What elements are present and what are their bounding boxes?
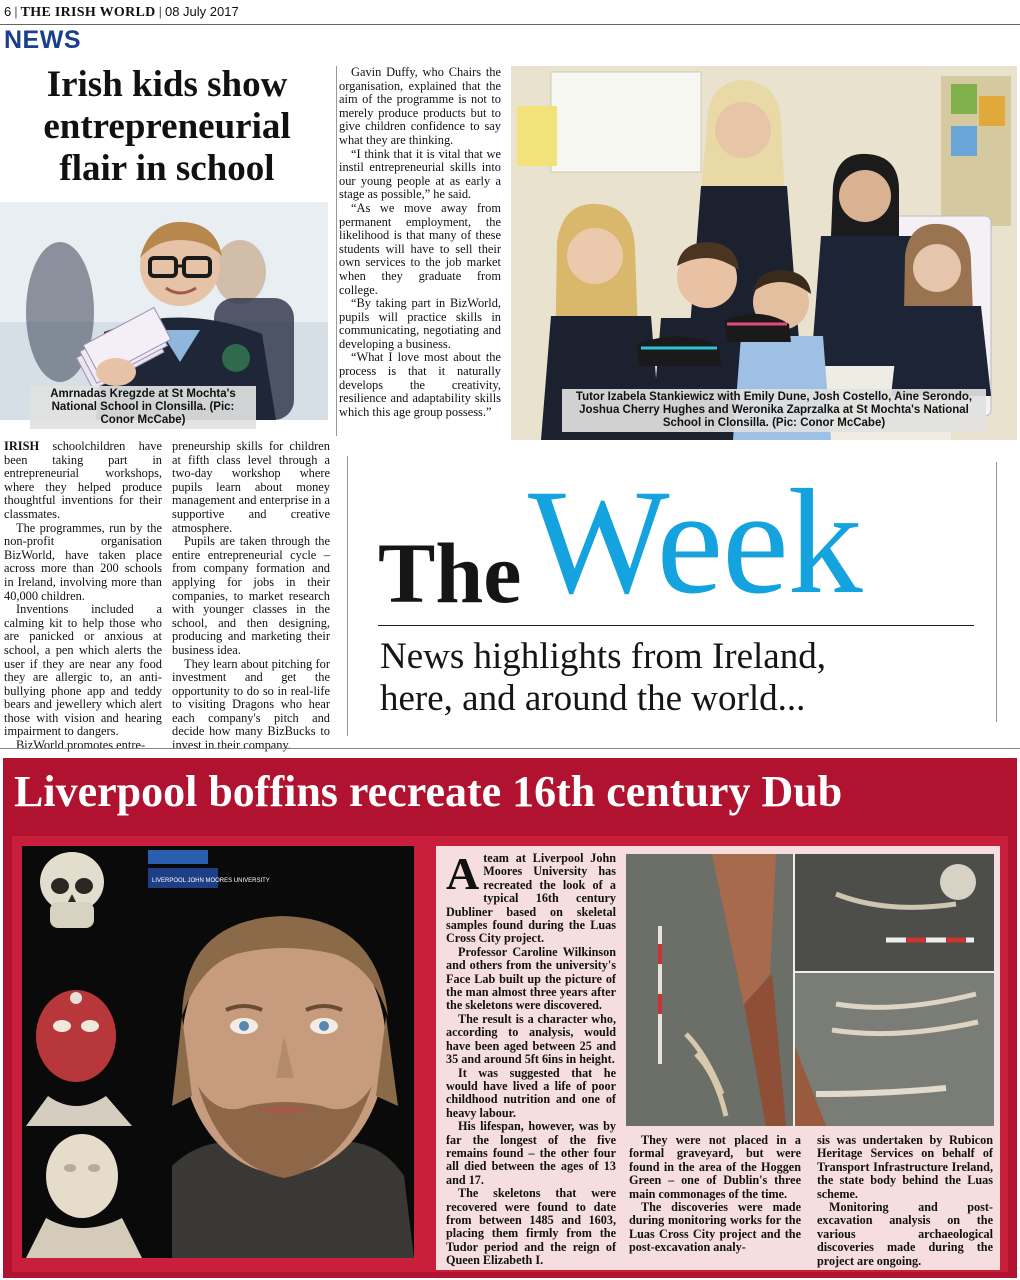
photo1-caption: Amrnadas Kregzde at St Mochta's National School in Clonsilla. (Pic: Conor McCabe) [30,386,256,429]
story2-paragraph: The discoveries were made during monitoring works for the Luas Cross City project and the post-excavation analy- [629,1200,801,1255]
story1-paragraph: “As we move away from permanent employment, the likelihood is that many of these students will have to sell their own services to the job market when they graduate from college. [339,200,501,297]
story2-headline: Liverpool boffins recreate 16th century Dub [14,767,843,816]
story2-paragraph: team at Liverpool John Moores University has recreated the look of a typical 16th century Dubliner based on skeletal samples found during the Luas Cross City project. [446,851,616,946]
story1-paragraph: “What I love most about the process is that it naturally develops the creativity, resilience and adaptability skills which this age group possess.” [339,350,501,419]
story2-paragraph: sis was undertaken by Rubicon Heritage Services on behalf of Transport Infrastructure Ireland, the state body behind the Luas scheme. [817,1133,993,1201]
face-illustration [22,846,414,1258]
section-label: NEWS [4,26,81,54]
story1-paragraph: schoolchildren have been taking part in entrepreneurial workshops, where they helped produce thoughtful inventions for their classmates. [4,439,162,521]
the-week-rule [378,625,974,626]
story1-headline-line: Irish kids show [46,64,288,105]
section-divider [0,748,1020,749]
story1-paragraph: The programmes, run by the non-profit organisation BizWorld, have taken place across more than 200 schools in Ireland, involving more than 40,000 children. [4,520,162,603]
lmu-logo-text: LIVERPOOL JOHN MOORES UNIVERSITY [152,878,270,884]
excavation-photo [626,854,994,1126]
story2-paragraph: It was suggested that he would have lived a life of poor childhood nutrition and one of heavy labour. [446,1065,616,1120]
story1-headline [4,64,330,190]
story1-headline-line: flair in school [59,148,275,189]
the-week-subtitle-line: News highlights from Ireland, [380,636,826,677]
issue-date: 08 July 2017 [164,4,239,19]
story2-column-1 [446,848,616,1268]
excavation-illustration [626,854,994,1126]
story1-column-1 [4,440,162,753]
masthead: 6 | THE IRISH WORLD | 08 July 2017 [4,4,239,20]
story2-paragraph: They were not placed in a formal graveyard, but were found in the area of the Hoggen Green – one of Dublin's three main commonages of the time. [629,1133,801,1201]
story2-paragraph: Monitoring and post-excavation analysis on the various archaeological discoveries made during the project are ongoing. [817,1200,993,1268]
column-rule [336,66,337,436]
story2-paragraph: Professor Caroline Wilkinson and others from the university's Face Lab built up the picture of the man almost three years after the skeletons were discovered. [446,944,616,1013]
page-number: 6 [4,4,12,19]
story1-paragraph: Gavin Duffy, who Chairs the organisation, explained that the aim of the programme is not to merely produce products but to give children confidence to say what they are thinking. [339,65,501,147]
story2-paragraph: The skeletons that were recovered were found to date from between 1485 and 1603, placing them firmly from the Tudor period and the reign of Queen Elizabeth I. [446,1186,616,1268]
story1-lead-word: IRISH [4,439,40,453]
story1-paragraph: Pupils are taken through the entire entrepreneurial cycle – from company formation and applying for jobs in their companies, to market research with younger classes in the school, and then designing, producing and marketing their business idea. [172,534,330,657]
story1-paragraph: “I think that it is vital that we instil entrepreneurial skills into our young people at as early a stage as possible,” he said. [339,146,501,202]
the-week-week: Week [528,459,862,625]
story1-paragraph: preneurship skills for children at fifth class level through a two-day workshop where pupils learn about money management and enterprise in a supportive and creative atmosphere. [172,439,330,535]
story2-paragraph: The result is a character who, according to analysis, would have been aged between 25 and 35 and around 5ft 6ins in height. [446,1011,616,1067]
story1-paragraph: Inventions included a calming kit to help those who are panicked or anxious at school, a pen which alerts the user if they are near any food they are allergic to, an anti-bullying phone app and teddy bears and jewellery which alert those with vision and hearing impairment to dangers. [4,602,162,739]
photo-classroom-group [511,66,1017,440]
story2-dropcap: A [446,848,480,899]
story1-headline-line: entrepreneurial [43,106,291,147]
story1-column-3 [339,66,501,419]
story2-paragraph: His lifespan, however, was by far the longest of the five remains found – the other four all died between the ages of 13 and 17. [446,1119,616,1187]
the-week-subtitle-line: here, and around the world... [380,678,806,719]
masthead-rule [0,24,1020,25]
story2-column-2 [629,1134,801,1255]
story1-paragraph: “By taking part in BizWorld, pupils will practice skills in communicating, negotiating and developing a business. [339,296,501,351]
publication-name: THE IRISH WORLD [20,5,156,20]
story1-paragraph: They learn about pitching for investment and get the opportunity to do so in real-life to visiting Dragons who hear each company's pitch and decide how many BizBucks to invest in their company. [172,656,330,753]
photo2-caption: Tutor Izabela Stankiewicz with Emily Dune, Josh Costello, Aine Serondo, Joshua Cherry Hughes and Weronika Zaprzalka at St Mochta's National School in Clonsilla. (Pic: Conor McCabe) [562,389,986,432]
story1-column-2 [172,440,330,753]
story2-column-3 [817,1134,993,1268]
column-rule [347,456,348,736]
photo2-illustration [511,66,1017,440]
the-week-the: The [378,525,522,621]
facial-reconstruction-image [22,846,414,1258]
column-rule [996,462,997,722]
story1-paragraph: BizWorld promotes entre- [16,738,146,753]
the-week-subtitle [380,636,980,720]
